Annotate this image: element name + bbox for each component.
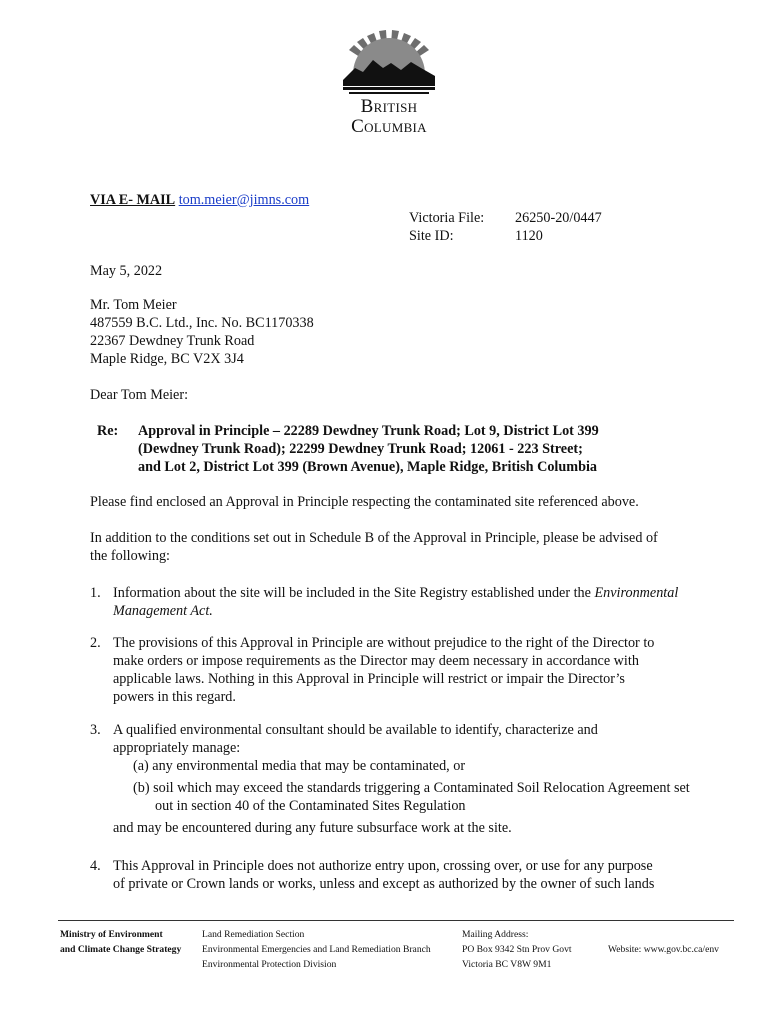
- letter-date: May 5, 2022: [90, 263, 163, 279]
- item-1-text-plain: Information about the site will be included in the Site Registry established under the: [113, 585, 595, 601]
- item-2-line: applicable laws. Nothing in this Approval in Principle will restrict or impair the Director’s: [113, 671, 625, 687]
- re-subject-line: (Dewdney Trunk Road); 22299 Dewdney Trunk Road; 12061 - 223 Street;: [138, 441, 583, 457]
- item-1-line: [113, 584, 733, 602]
- footer-section: [202, 927, 431, 972]
- footer-ministry: [60, 927, 181, 957]
- item-4-number: 4.: [90, 858, 101, 874]
- item-2-number: 2.: [90, 635, 101, 651]
- item-3a: (a) any environmental media that may be contaminated, or: [133, 758, 466, 774]
- item-1-text: [113, 584, 733, 620]
- item-3-text: [113, 721, 598, 757]
- address-line: 22367 Dewdney Trunk Road: [90, 333, 255, 349]
- footer-website: Website: www.gov.bc.ca/env: [608, 944, 719, 955]
- paragraph-conditions: [90, 529, 658, 565]
- item-4-line: This Approval in Principle does not authorize entry upon, crossing over, or use for any purpose: [113, 858, 653, 874]
- item-3-line: A qualified environmental consultant should be available to identify, characterize and: [113, 722, 598, 738]
- item-2-line: make orders or impose requirements as the Director may deem necessary in accordance with: [113, 653, 639, 669]
- paragraph-line: the following:: [90, 548, 170, 564]
- item-4-text: [113, 857, 654, 893]
- footer-mailing-address: [462, 927, 572, 972]
- victoria-file-value: 26250-20/0447: [515, 210, 602, 226]
- item-2-line: powers in this regard.: [113, 689, 236, 705]
- salutation: Dear Tom Meier:: [90, 387, 189, 403]
- footer-section-line: Environmental Protection Division: [202, 959, 337, 970]
- via-email-line: [90, 191, 309, 209]
- address-line: Mr. Tom Meier: [90, 297, 177, 313]
- paragraph-line: In addition to the conditions set out in Schedule B of the Approval in Principle, please be advised of: [90, 530, 658, 546]
- item-4-line: of private or Crown lands or works, unless and except as authorized by the owner of such lands: [113, 876, 655, 892]
- address-line: Maple Ridge, BC V2X 3J4: [90, 351, 244, 367]
- re-subject-line: and Lot 2, District Lot 399 (Brown Avenue), Maple Ridge, British Columbia: [138, 459, 597, 475]
- item-2-text: [113, 634, 654, 706]
- footer-ministry-line: and Climate Change Strategy: [60, 944, 182, 955]
- item-1-text-italic: Environmental: [594, 585, 679, 601]
- site-id-value: 1120: [515, 228, 543, 244]
- email-link[interactable]: tom.meier@jimns.com: [178, 192, 310, 208]
- address-line: 487559 B.C. Ltd., Inc. No. BC1170338: [90, 315, 314, 331]
- address-block: [90, 296, 314, 368]
- item-1-line-italic: Management Act.: [113, 603, 213, 619]
- item-3b-line1: (b) soil which may exceed the standards triggering a Contaminated Soil Relocation Agreement set: [133, 780, 690, 796]
- item-3-closing: and may be encountered during any future subsurface work at the site.: [113, 820, 512, 836]
- footer-mail-line: Mailing Address:: [462, 929, 529, 940]
- bc-government-logo: [331, 30, 447, 142]
- item-3b-line2: out in section 40 of the Contaminated Sites Regulation: [155, 798, 466, 814]
- footer-section-line: Land Remediation Section: [202, 929, 305, 940]
- item-3-number: 3.: [90, 722, 101, 738]
- logo-word-british: British: [360, 96, 418, 117]
- footer-ministry-line: Ministry of Environment: [60, 929, 163, 940]
- footer-section-line: Environmental Emergencies and Land Remediation Branch: [202, 944, 431, 955]
- item-1-number: 1.: [90, 585, 101, 601]
- sun-mountains-icon: [331, 30, 447, 98]
- item-2-line: The provisions of this Approval in Principle are without prejudice to the right of the Director to: [113, 635, 655, 651]
- footer-divider: [58, 920, 734, 921]
- re-subject-line: Approval in Principle – 22289 Dewdney Trunk Road; Lot 9, District Lot 399: [138, 423, 599, 439]
- logo-word-columbia: Columbia: [351, 116, 427, 137]
- item-3-line: appropriately manage:: [113, 740, 241, 756]
- re-label: Re:: [97, 423, 119, 439]
- footer-mail-line: PO Box 9342 Stn Prov Govt: [462, 944, 572, 955]
- footer-mail-line: Victoria BC V8W 9M1: [462, 959, 552, 970]
- site-id-label: Site ID:: [409, 228, 454, 244]
- via-email-label: VIA E- MAIL: [90, 192, 176, 208]
- re-subject: [138, 422, 599, 476]
- victoria-file-label: Victoria File:: [409, 210, 485, 226]
- paragraph-enclosed: Please find enclosed an Approval in Principle respecting the contaminated site referenced above.: [90, 494, 639, 510]
